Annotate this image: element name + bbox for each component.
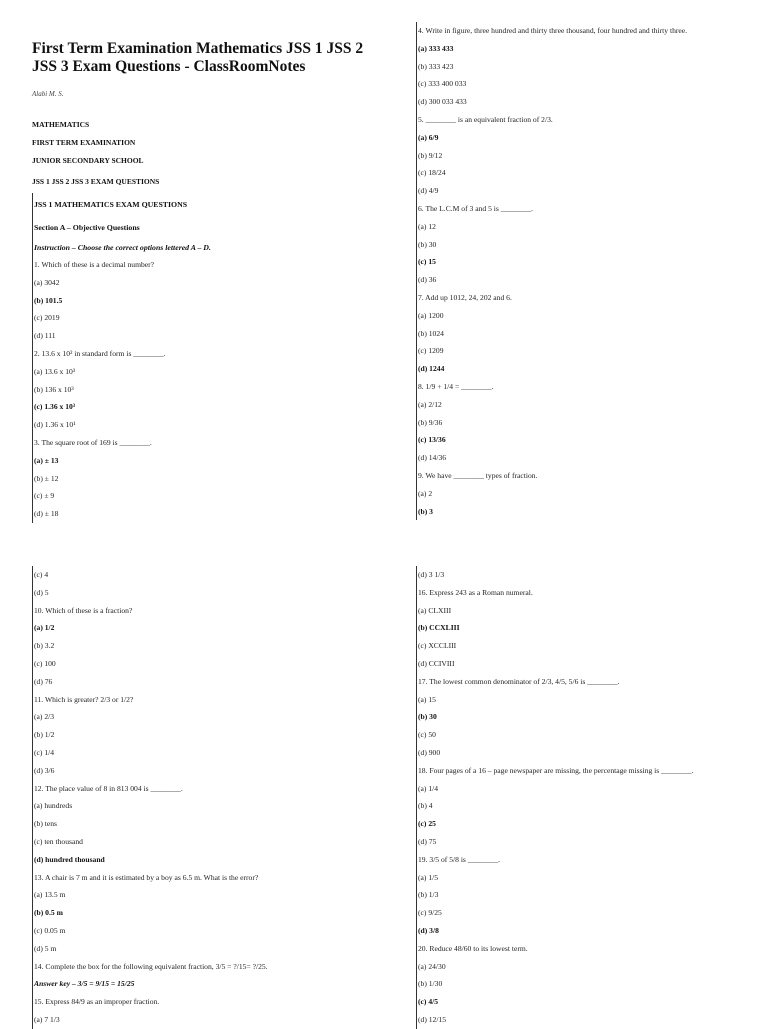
question-line: 7. Add up 1012, 24, 202 and 6. — [416, 289, 756, 307]
question-line: 12. The place value of 8 in 813 004 is ________. — [32, 780, 372, 798]
answer-option: (a) 3042 — [32, 274, 372, 292]
answer-option: (a) 333 433 — [416, 40, 756, 58]
question-line: 5. ________ is an equivalent fraction of 2/3. — [416, 111, 756, 129]
question-line: 14. Complete the box for the following equivalent fraction, 3/5 = ?/15= ?/25. — [32, 958, 372, 976]
answer-option: (d) 900 — [416, 744, 756, 762]
answer-option: (d) 4/9 — [416, 182, 756, 200]
answer-option: (a) 13.6 x 10³ — [32, 363, 372, 381]
answer-option: (c) 1209 — [416, 342, 756, 360]
answer-option: (b) 3.2 — [32, 637, 372, 655]
answer-option: (c) 333 400 033 — [416, 75, 756, 93]
answer-option: (b) 30 — [416, 708, 756, 726]
answer-option: (d) 1.36 x 10¹ — [32, 416, 372, 434]
answer-option: (d) 3 1/3 — [416, 566, 756, 584]
document-title: First Term Examination Mathematics JSS 1 JSS 2 JSS 3 Exam Questions - ClassRoomNotes — [32, 40, 364, 75]
answer-option: (d) 5 — [32, 584, 372, 602]
answer-option: (c) 9/25 — [416, 904, 756, 922]
answer-option: (b) ± 12 — [32, 470, 372, 488]
answer-option: (a) 6/9 — [416, 129, 756, 147]
answer-option: (c) 1/4 — [32, 744, 372, 762]
answer-option: (a) 7 1/3 — [32, 1011, 372, 1029]
answer-option: (a) 2 — [416, 485, 756, 503]
section-a-heading: Section A – Objective Questions — [32, 216, 372, 239]
answer-option: (d) 3/6 — [32, 762, 372, 780]
answer-option: (c) 0.05 m — [32, 922, 372, 940]
answer-option: (a) 1/2 — [32, 619, 372, 637]
answer-option: (b) 1/30 — [416, 975, 756, 993]
question-line: 17. The lowest common denominator of 2/3, 4/5, 5/6 is ________. — [416, 673, 756, 691]
answer-option: (b) 1/2 — [32, 726, 372, 744]
answer-option: (d) ± 18 — [32, 505, 372, 523]
answer-option: (d) 36 — [416, 271, 756, 289]
instruction: Instruction – Choose the correct options lettered A – D. — [32, 239, 372, 256]
answer-option: (a) 2/3 — [32, 708, 372, 726]
question-line: 10. Which of these is a fraction? — [32, 602, 372, 620]
question-line: 1. Which of these is a decimal number? — [32, 256, 372, 274]
answer-option: (d) 12/15 — [416, 1011, 756, 1029]
question-line: 2. 13.6 x 10² in standard form is ________. — [32, 345, 372, 363]
answer-option: (d) 75 — [416, 833, 756, 851]
answer-option: (c) 15 — [416, 253, 756, 271]
answer-option: (c) 100 — [32, 655, 372, 673]
heading-exam: JSS 1 JSS 2 JSS 3 EXAM QUESTIONS — [32, 177, 160, 186]
author: Alabi M. S. — [32, 90, 64, 98]
question-line: 20. Reduce 48/60 to its lowest term. — [416, 940, 756, 958]
answer-option: (a) 12 — [416, 218, 756, 236]
answer-option: (b) 333 423 — [416, 58, 756, 76]
question-line: 13. A chair is 7 m and it is estimated by a boy as 6.5 m. What is the error? — [32, 869, 372, 887]
question-list-4 — [416, 566, 756, 1029]
answer-option: (b) 101.5 — [32, 292, 372, 310]
answer-option: (c) 4 — [32, 566, 372, 584]
question-list-1 — [32, 256, 372, 523]
answer-option: (a) 1200 — [416, 307, 756, 325]
answer-option: (a) CLXIII — [416, 602, 756, 620]
question-line: 6. The L.C.M of 3 and 5 is ________. — [416, 200, 756, 218]
answer-option: (c) 50 — [416, 726, 756, 744]
answer-option: (b) CCXLIII — [416, 619, 756, 637]
answer-option: (d) 3/8 — [416, 922, 756, 940]
answer-option: (b) 3 — [416, 503, 756, 521]
question-line: 18. Four pages of a 16 – page newspaper are missing, the percentage missing is ________. — [416, 762, 756, 780]
answer-option: (c) ten thousand — [32, 833, 372, 851]
answer-option: (a) 24/30 — [416, 958, 756, 976]
question-line: 9. We have ________ types of fraction. — [416, 467, 756, 485]
answer-option: (d) 300 033 433 — [416, 93, 756, 111]
heading-subject: MATHEMATICS — [32, 120, 90, 129]
answer-option: (b) 1/3 — [416, 886, 756, 904]
question-line: 8. 1/9 + 1/4 = ________. — [416, 378, 756, 396]
answer-option: (b) 0.5 m — [32, 904, 372, 922]
page-2-right-column — [416, 566, 756, 1029]
answer-option: (d) 5 m — [32, 940, 372, 958]
question-line: 19. 3/5 of 5/8 is ________. — [416, 851, 756, 869]
answer-option: (a) 13.5 m — [32, 886, 372, 904]
answer-option: (b) 1024 — [416, 325, 756, 343]
answer-option: (b) 30 — [416, 236, 756, 254]
answer-option: (c) ± 9 — [32, 487, 372, 505]
section-title: JSS 1 MATHEMATICS EXAM QUESTIONS — [32, 193, 372, 216]
page-2-left-column — [32, 566, 372, 1029]
answer-option: (c) 18/24 — [416, 164, 756, 182]
question-line: 11. Which is greater? 2/3 or 1/2? — [32, 691, 372, 709]
answer-option: (b) tens — [32, 815, 372, 833]
answer-option: (c) XCCLIII — [416, 637, 756, 655]
question-list-3 — [32, 566, 372, 1029]
question-line: 4. Write in figure, three hundred and thirty three thousand, four hundred and thirty three. — [416, 22, 756, 40]
answer-option: (d) CCIVIII — [416, 655, 756, 673]
answer-option: (a) ± 13 — [32, 452, 372, 470]
answer-option: (d) 1244 — [416, 360, 756, 378]
question-line: 3. The square root of 169 is ________. — [32, 434, 372, 452]
page-1-left-column — [32, 40, 372, 523]
question-line: Answer key – 3/5 = 9/15 = 15/25 — [32, 975, 372, 993]
answer-option: (a) 15 — [416, 691, 756, 709]
answer-option: (b) 4 — [416, 797, 756, 815]
answer-option: (d) 76 — [32, 673, 372, 691]
answer-option: (c) 25 — [416, 815, 756, 833]
answer-option: (b) 136 x 10³ — [32, 381, 372, 399]
answer-option: (a) 2/12 — [416, 396, 756, 414]
answer-option: (a) 1/4 — [416, 780, 756, 798]
answer-option: (b) 9/36 — [416, 414, 756, 432]
answer-option: (c) 1.36 x 10³ — [32, 398, 372, 416]
question-list-2 — [416, 22, 756, 520]
answer-option: (a) 1/5 — [416, 869, 756, 887]
answer-option: (c) 2019 — [32, 309, 372, 327]
heading-school: JUNIOR SECONDARY SCHOOL — [32, 156, 144, 165]
answer-option: (c) 13/36 — [416, 431, 756, 449]
answer-option: (c) 4/5 — [416, 993, 756, 1011]
answer-option: (b) 9/12 — [416, 147, 756, 165]
answer-option: (d) 14/36 — [416, 449, 756, 467]
heading-term: FIRST TERM EXAMINATION — [32, 138, 136, 147]
answer-option: (d) 111 — [32, 327, 372, 345]
question-line: 16. Express 243 as a Roman numeral. — [416, 584, 756, 602]
page-1-right-column — [416, 22, 756, 520]
question-line: 15. Express 84/9 as an improper fraction. — [32, 993, 372, 1011]
answer-option: (a) hundreds — [32, 797, 372, 815]
answer-option: (d) hundred thousand — [32, 851, 372, 869]
